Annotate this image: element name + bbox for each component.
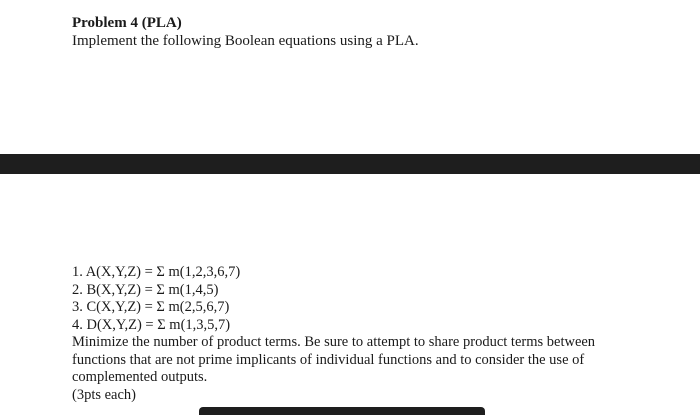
equation-item-a: 1. A(X,Y,Z) = Σ m(1,2,3,6,7) [72,264,241,280]
equation-item-d: 4. D(X,Y,Z) = Σ m(1,3,5,7) [72,316,231,333]
instructions-text: Minimize the number of product terms. Be sure to attempt to share product terms between functions that are not prime implicants of individual functions and to consider the use of complemented outputs. [72,334,596,385]
problem-header [72,14,672,50]
black-divider-bar [0,154,700,174]
equation-item-c: 3. C(X,Y,Z) = Σ m(2,5,6,7) [72,299,230,315]
points-note: (3pts each) [72,386,137,403]
equation-item-b: 2. B(X,Y,Z) = Σ m(1,4,5) [72,281,219,298]
problem-intro: Implement the following Boolean equations using a PLA. [72,33,419,49]
scroll-indicator-bar[interactable] [199,407,485,415]
equation-list [72,264,682,334]
problem-title: Problem 4 (PLA) [72,15,182,31]
equations-section [72,264,682,404]
